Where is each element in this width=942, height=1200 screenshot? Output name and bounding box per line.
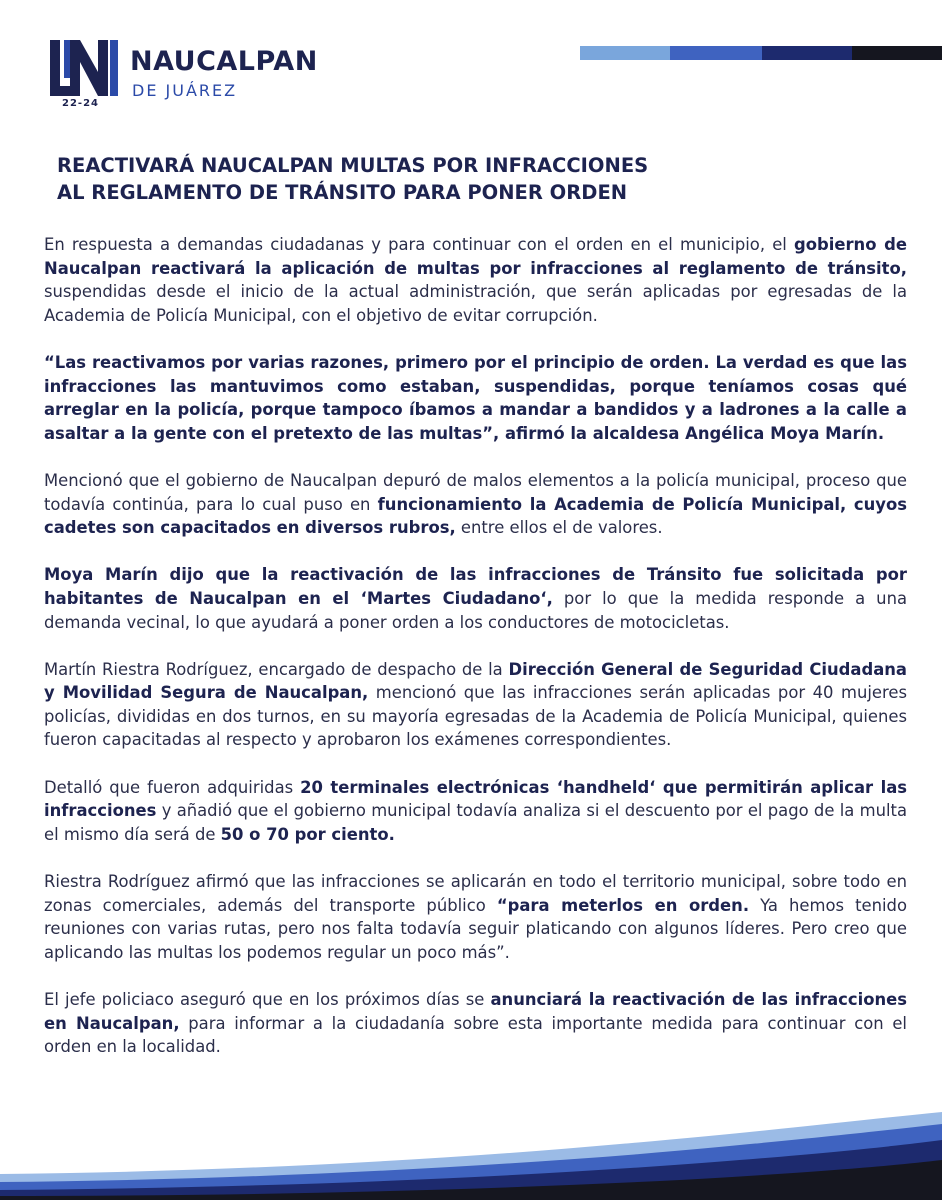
bold-text: anunciará la reactivación de las infracciones en Naucalpan,	[44, 990, 908, 1033]
bold-text: 50 o 70 por ciento.	[220, 824, 395, 844]
text: El jefe policiaco aseguró que en los próximos días se	[44, 990, 491, 1009]
text: y añadió que el gobierno municipal todavía analiza si el descuento por el pago de la multa el mismo día será de	[44, 801, 907, 844]
bold-text: “para meterlos en orden.	[496, 895, 750, 915]
text: para informar a la ciudadanía sobre esta importante medida para continuar con el orden en la localidad.	[44, 1013, 907, 1057]
text: Detalló que fueron adquiridas	[44, 777, 301, 797]
bold-text: gobierno de Naucalpan reactivará la aplicación de multas por infracciones al reglamento de tránsito,	[44, 235, 908, 278]
headline-line-1: REACTIVARÁ NAUCALPAN MULTAS POR INFRACCIONES	[57, 154, 649, 177]
paragraph-7	[44, 870, 907, 964]
brand-name: NAUCALPAN	[130, 46, 318, 77]
bold-quote: “Las reactivamos por varias razones, primero por el principio de orden. La verdad es que las infracciones las mantuvimos como estaban, suspendidas, porque teníamos cosas qué arreglar en la policía, porque tampoco íbamos a mandar a bandidos y a ladrones a la calle a asaltar a la gente con el pretexto de las multas”, afirmó la alcaldesa Angélica Moya Marín.	[44, 352, 907, 443]
brand-years: 22-24	[62, 98, 99, 109]
footer-wave-decoration	[0, 1110, 942, 1200]
paragraph-2	[44, 351, 907, 445]
bold-text: Moya Marín dijo que la reactivación de las infracciones de Tránsito fue solicitada por habitantes de Naucalpan en el ‘Martes Ciudadano‘,	[44, 565, 907, 608]
text: por lo que la medida responde a una demanda vecinal, lo que ayudará a poner orden a los conductores de motocicletas.	[44, 588, 907, 632]
brand-subtitle: DE JUÁREZ	[132, 81, 238, 100]
text: En respuesta a demandas ciudadanas y para continuar con el orden en el municipio, el	[44, 235, 795, 254]
paragraph-3	[44, 469, 907, 540]
naucalpan-logo	[48, 38, 358, 118]
paragraph-4	[44, 563, 907, 634]
text: Ya hemos tenido reuniones con varias rutas, pero nos falta todavía seguir platicando con algunos líderes. Pero creo que aplicando las multas los podemos regular un poco más”.	[44, 895, 907, 962]
paragraph-1	[44, 233, 907, 327]
bold-text: 20 terminales electrónicas ‘handheld‘ que permitirán aplicar las infracciones	[44, 777, 908, 821]
text: Riestra Rodríguez afirmó que las infracciones se aplicarán en todo el territorio municipal, sobre todo en zonas comerciales, además del transporte público	[44, 872, 907, 915]
paragraph-5	[44, 658, 907, 752]
text: Mencionó que el gobierno de Naucalpan depuró de malos elementos a la policía municipal, proceso que todavía continúa, para lo cual puso en	[44, 470, 907, 514]
bold-text: Dirección General de Seguridad Ciudadana y Movilidad Segura de Naucalpan,	[44, 659, 907, 703]
text: entre ellos el de valores.	[455, 518, 663, 538]
bar-blue	[670, 46, 762, 60]
bold-text: funcionamiento la Academia de Policía Municipal, cuyos cadetes son capacitados en diversos rubros,	[44, 494, 907, 538]
text: suspendidas desde el inicio de la actual administración, que serán aplicadas por egresadas de la Academia de Policía Municipal, con el objetivo de evitar corrupción.	[44, 282, 907, 325]
bar-light-blue	[580, 46, 670, 60]
bar-navy	[762, 46, 852, 60]
paragraph-8	[44, 988, 907, 1059]
headline-line-2: AL REGLAMENTO DE TRÁNSITO PARA PONER ORDEN	[57, 181, 628, 204]
article-body	[44, 233, 907, 1082]
text: mencionó que las infracciones serán aplicadas por 40 mujeres policías, divididas en dos turnos, en su mayoría egresadas de la Academia de Policía Municipal, quienes fueron capacitadas al respecto y aprobaron los exámenes correspondientes.	[44, 683, 907, 750]
naucalpan-monogram-icon	[48, 38, 120, 98]
paragraph-6	[44, 776, 907, 847]
text: Martín Riestra Rodríguez, encargado de despacho de la	[44, 659, 509, 679]
press-release-headline	[57, 152, 877, 206]
bar-black	[852, 46, 942, 60]
header-color-bars	[580, 46, 942, 60]
